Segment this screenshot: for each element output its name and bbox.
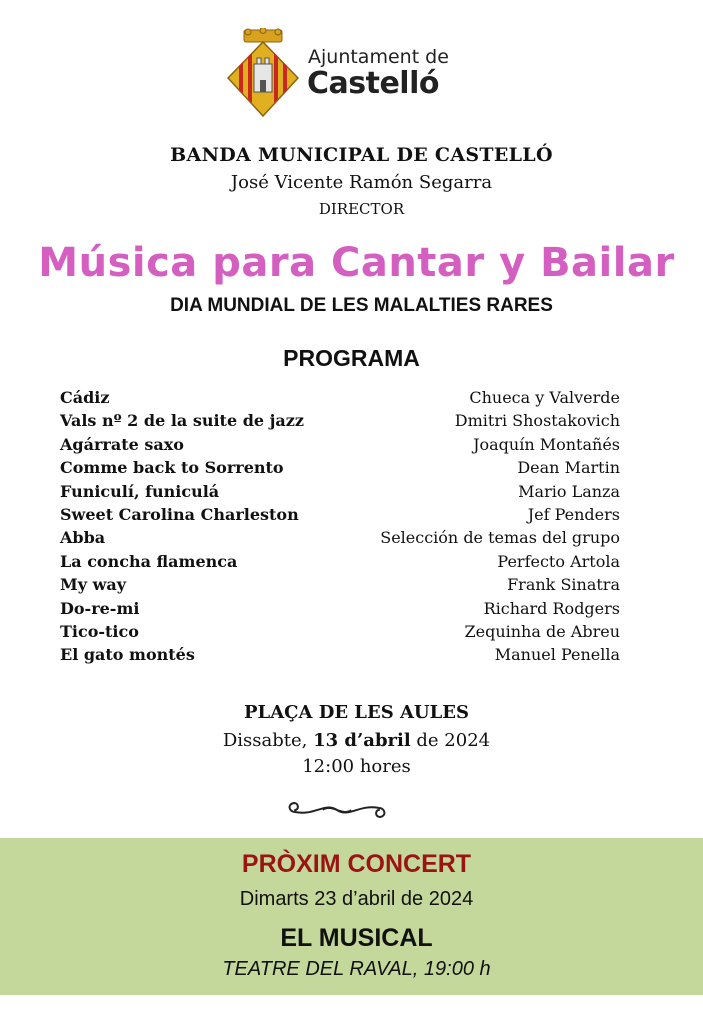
program-row: [60, 622, 620, 645]
composer-name: Jef Penders: [527, 504, 620, 524]
venue-time: 12:00 hores: [302, 756, 411, 777]
composer-name: Dmitri Shostakovich: [454, 411, 620, 431]
composer-name: Manuel Penella: [494, 645, 620, 665]
piece-title: Do-re-mi: [60, 598, 140, 618]
coat-of-arms-icon: [226, 28, 300, 118]
piece-title: Agárrate saxo: [60, 434, 184, 454]
composer-name: Mario Lanza: [518, 481, 620, 501]
program-list: [60, 388, 620, 669]
composer-name: Frank Sinatra: [507, 575, 620, 595]
date-suffix: de 2024: [410, 730, 491, 751]
program-row: [60, 505, 620, 528]
piece-title: Cádiz: [60, 388, 110, 407]
next-concert-heading: PRÒXIM CONCERT: [241, 850, 472, 878]
city-logo: [226, 28, 456, 120]
piece-title: Abba: [60, 528, 106, 548]
piece-title: Vals nº 2 de la suite de jazz: [60, 411, 304, 431]
band-name: BANDA MUNICIPAL DE CASTELLÓ: [170, 144, 553, 166]
program-row: [60, 528, 620, 551]
next-concert-date: Dimarts 23 d’abril de 2024: [239, 888, 474, 910]
director-name: José Vicente Ramón Segarra: [230, 172, 493, 193]
program-row: [60, 388, 620, 411]
piece-title: Funiculí, funiculá: [60, 481, 220, 501]
next-concert-name: EL MUSICAL: [280, 924, 433, 952]
event-title: Música para Cantar y Bailar: [38, 240, 675, 286]
next-concert-place: TEATRE DEL RAVAL, 19:00 h: [222, 958, 491, 980]
composer-name: Selección de temas del grupo: [380, 528, 620, 548]
program-row: [60, 645, 620, 668]
flourish-divider-icon: [285, 798, 389, 822]
logo-line-1: Ajuntament de: [308, 46, 449, 68]
director-role: DIRECTOR: [318, 200, 405, 218]
piece-title: Tico-tico: [60, 621, 139, 641]
date-bold: 13 d’abril: [313, 730, 411, 751]
program-row: [60, 411, 620, 434]
piece-title: My way: [60, 575, 127, 595]
program-row: [60, 458, 620, 481]
composer-name: Joaquín Montañés: [473, 434, 620, 454]
program-row: [60, 599, 620, 622]
program-row: [60, 482, 620, 505]
event-subtitle: DIA MUNDIAL DE LES MALALTIES RARES: [170, 295, 553, 316]
program-row: [60, 435, 620, 458]
composer-name: Zequinha de Abreu: [464, 621, 620, 641]
piece-title: El gato montés: [60, 645, 195, 665]
venue-place: PLAÇA DE LES AULES: [244, 702, 469, 723]
logo-line-2: Castelló: [307, 66, 439, 101]
piece-title: Sweet Carolina Charleston: [60, 504, 299, 524]
composer-name: Richard Rodgers: [483, 598, 620, 618]
venue-date: [0, 730, 703, 751]
composer-name: Dean Martin: [517, 458, 620, 478]
program-heading: PROGRAMA: [283, 345, 420, 371]
piece-title: La concha flamenca: [60, 551, 238, 571]
composer-name: Perfecto Artola: [497, 551, 620, 571]
program-row: [60, 552, 620, 575]
composer-name: Chueca y Valverde: [469, 388, 620, 407]
date-prefix: Dissabte,: [222, 730, 314, 751]
piece-title: Comme back to Sorrento: [60, 458, 284, 478]
program-row: [60, 575, 620, 598]
